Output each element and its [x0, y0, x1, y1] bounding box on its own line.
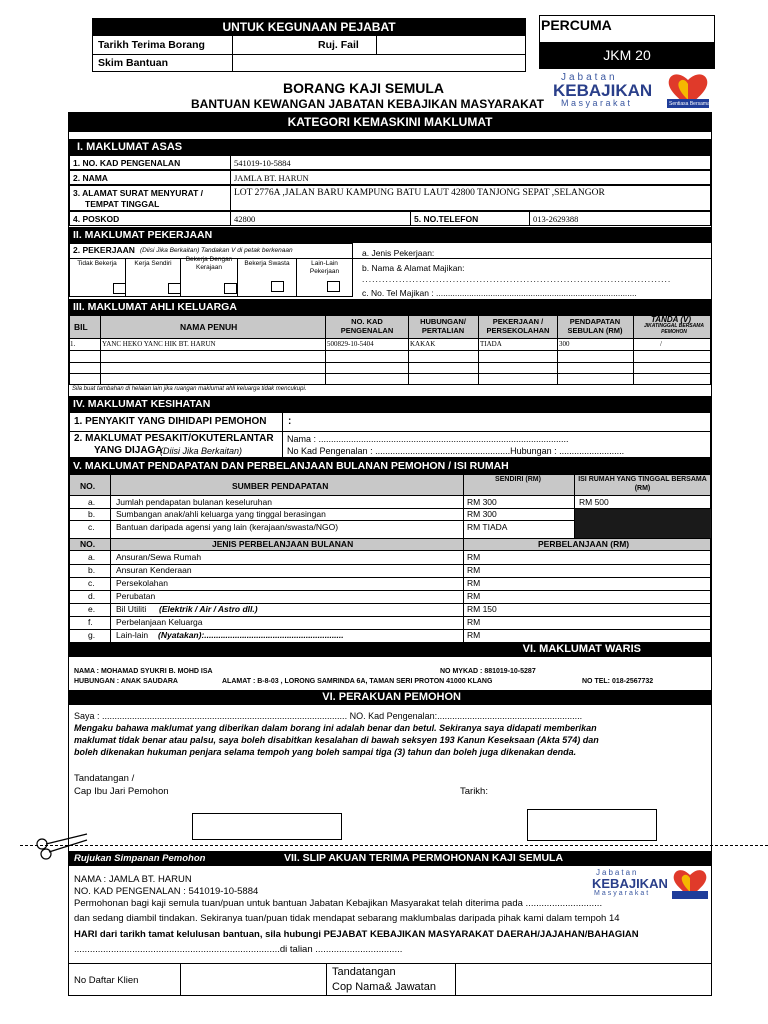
col-mark-note: JIKATINGGAL BERSAMA PEMOHON: [643, 323, 705, 335]
income-row-desc: Jumlah pendapatan bulanan keseluruhan: [116, 497, 272, 507]
slip-name: NAMA : JAMLA BT. HARUN: [74, 874, 192, 885]
occupation-hint: (Diisi Jika Berkaitan) Tandakan V di petak berkenaan: [140, 247, 293, 254]
section-7-heading: VI. PERAKUAN PEMOHON: [69, 690, 711, 705]
patient-ic-field[interactable]: No Kad Pengenalan : ......................................................Hubungan : ..........................: [287, 446, 625, 456]
postcode-field[interactable]: 42800: [230, 211, 411, 226]
address-field[interactable]: LOT 2776A ,JALAN BARU KAMPUNG BATU LAUT 42800 TANJONG SEPAT ,SELANGOR: [230, 185, 711, 211]
expense-row-desc: Persekolahan: [116, 578, 168, 588]
stamp-label-2: Cop Nama& Jawatan: [332, 981, 436, 993]
expense-row-desc: Ansuran/Sewa Rumah: [116, 552, 202, 562]
phone-field[interactable]: 013-2629388: [529, 211, 711, 226]
client-no-label: No Daftar Klien: [74, 975, 139, 986]
name-label: 2. NAMA: [69, 170, 231, 185]
employer-tel-label: c. No. Tel Majikan : .....................................................................................: [362, 288, 637, 298]
income-row-no: c.: [88, 522, 95, 532]
expense-row-amount[interactable]: RM: [467, 552, 481, 562]
slip-para-2: dan sedang diambil tindakan. Sekiranya tuan/puan tidak mendapat sebarang maklumbalas daripada pihak kami dalam tempoh 14: [74, 913, 620, 924]
office-use-title: UNTUK KEGUNAAN PEJABAT: [93, 19, 525, 36]
expense-row-desc: Ansuran Kenderaan: [116, 565, 192, 575]
family-row-income[interactable]: 300: [559, 340, 570, 348]
col-ic: NO. KAD PENGENALAN: [340, 317, 394, 335]
checkbox-other[interactable]: [327, 281, 340, 292]
patient-name-field[interactable]: Nama : ....................................................................................................: [287, 434, 569, 444]
phone-label: 5. NO.TELEFON: [410, 211, 530, 226]
illness-label: 1. PENYAKIT YANG DIHIDAPI PEMOHON: [74, 416, 267, 427]
opt-government: Bekerja Dengan Kerajaan: [185, 256, 233, 271]
heir-phone: NO TEL: 018-2567732: [582, 678, 654, 685]
family-row-mark[interactable]: /: [660, 340, 662, 348]
expense-row-no: e.: [88, 604, 96, 614]
expense-row-desc: Bil Utiliti: [116, 604, 147, 614]
income-row-house[interactable]: RM 500: [579, 497, 609, 507]
expense-col-no: NO.: [80, 539, 96, 549]
income-col-self: SENDIRI (RM): [495, 476, 541, 483]
address-label: 3. ALAMAT SURAT MENYURAT / TEMPAT TINGGAL: [69, 185, 231, 211]
checkbox-government[interactable]: [224, 283, 237, 294]
patient-hint: (Diisi Jika Berkaitan): [160, 446, 243, 456]
section-3-heading: III. MAKLUMAT AHLI KELUARGA: [69, 299, 711, 315]
category-bar: KATEGORI KEMASKINI MAKLUMAT: [69, 113, 711, 132]
expense-row-amount[interactable]: RM: [467, 565, 481, 575]
expense-row-no: b.: [88, 565, 96, 575]
occupation-label: 2. PEKERJAAN: [73, 245, 135, 255]
date-box[interactable]: [527, 809, 657, 841]
section-4-heading: IV. MAKLUMAT KESIHATAN: [69, 396, 711, 412]
col-bil: BIL: [74, 322, 88, 332]
expense-row-amount[interactable]: RM: [467, 617, 481, 627]
expense-row-no: a.: [88, 552, 96, 562]
expense-row-no: c.: [88, 578, 95, 588]
slip-para-1: Permohonan bagi kaji semula tuan/puan untuk bantuan Jabatan Kebajikan Masyarakat telah diterima pada .............................: [74, 898, 603, 909]
expense-row-amount[interactable]: RM 150: [467, 604, 497, 614]
job-type-label: a. Jenis Pekerjaan:: [362, 248, 435, 258]
scheme-label: Skim Bantuan: [98, 57, 169, 69]
opt-self-employed: Kerja Sendiri: [134, 260, 172, 267]
family-row-relation[interactable]: KAKAK: [410, 340, 436, 348]
expense-row-no: f.: [88, 617, 93, 627]
family-row-bil: 1.: [70, 340, 76, 348]
income-row-no: b.: [88, 509, 96, 519]
expense-row-desc: Perubatan: [116, 591, 156, 601]
family-note: Sila buat tambahan di helaian lain jika ruangan maklumat ahli keluarga tidak mencukupi.: [72, 386, 307, 392]
signature-label-2: Cap Ibu Jari Pemohon: [74, 786, 169, 797]
income-house-blocked: [574, 509, 711, 538]
income-row-no: a.: [88, 497, 96, 507]
section-5-heading: V. MAKLUMAT PENDAPATAN DAN PERBELANJAAN BULANAN PEMOHON / ISI RUMAH: [69, 458, 711, 474]
col-mark: TANDA (V): [651, 315, 691, 324]
col-name: NAMA PENUH: [180, 322, 238, 332]
expense-row-amount[interactable]: RM: [467, 591, 481, 601]
jkm-logo: Jabatan KEBAJIKAN Masyarakat Sentiasa Bersama: [553, 72, 710, 108]
expense-row-desc: Perbelanjaan Keluarga: [116, 617, 203, 627]
form-title: BORANG KAJI SEMULA: [283, 80, 445, 96]
heir-mykad: NO MYKAD : 881019-10-5287: [440, 668, 536, 675]
slip-ref: Rujukan Simpanan Pemohon: [74, 853, 206, 864]
expense-row-amount[interactable]: RM: [467, 578, 481, 588]
checkbox-not-working[interactable]: [113, 283, 126, 294]
free-label: PERCUMA: [541, 17, 612, 33]
family-row-name[interactable]: YANC HEKO YANC HIK BT. HARUN: [102, 340, 216, 348]
patient-label: 2. MAKLUMAT PESAKIT/OKUTERLANTAR: [74, 433, 274, 444]
postcode-label: 4. POSKOD: [69, 211, 231, 226]
stamp-label-1: Tandatangan: [332, 966, 396, 978]
opt-other: Lain-Lain Pekerjaan: [309, 260, 340, 275]
slip-para-3: HARI dari tarikh tamat kelulusan bantuan, sila hubungi PEJABAT KEBAJIKAN MASYARAKAT DAERAH/JAJAHAN/BAHAGIAN: [74, 929, 639, 940]
expense-row-desc-extra: (Nyatakan):...........................................................: [158, 630, 344, 640]
signature-label-1: Tandatangan /: [74, 773, 135, 784]
income-col-source: SUMBER PENDAPATAN: [232, 481, 329, 491]
income-row-desc: Bantuan daripada agensi yang lain (kerajaan/swasta/NGO): [116, 522, 339, 532]
expense-row-desc-extra: (Elektrik / Air / Astro dll.): [159, 604, 258, 614]
income-row-self[interactable]: RM 300: [467, 497, 497, 507]
signature-box[interactable]: [192, 813, 342, 840]
declaration-3: boleh dikenakan hukuman penjara selama tempoh yang boleh sampai tiga (3) tahun dan boleh juga dikenakan denda.: [74, 747, 577, 757]
family-row-job[interactable]: TIADA: [480, 340, 502, 348]
employer-dots: ............................................................................................: [362, 274, 672, 284]
col-job: PEKERJAAN / PERSEKOLAHAN: [486, 317, 550, 335]
checkbox-self-employed[interactable]: [168, 283, 181, 294]
form-subtitle: BANTUAN KEWANGAN JABATAN KEBAJIKAN MASYARAKAT: [191, 97, 544, 111]
opt-not-working: Tidak Bekerja: [77, 260, 117, 267]
heart-logo-small-icon: [670, 866, 710, 900]
income-row-desc: Sumbangan anak/ahli keluarga yang tinggal berasingan: [116, 509, 326, 519]
expense-row-line: [69, 590, 711, 591]
section-2-heading: II. MAKLUMAT PEKERJAAN: [69, 227, 711, 243]
illness-colon[interactable]: :: [288, 416, 292, 427]
employer-label: b. Nama & Alamat Majikan:: [362, 263, 465, 273]
cut-line: [20, 845, 768, 846]
date-label: Tarikh:: [460, 786, 488, 797]
ic-field[interactable]: 541019-10-5884: [230, 155, 711, 170]
name-field[interactable]: JAMLA BT. HARUN: [230, 170, 711, 185]
slip-ic: NO. KAD PENGENALAN : 541019-10-5884: [74, 886, 259, 897]
date-received-label: Tarikh Terima Borang: [98, 39, 205, 51]
heir-address: ALAMAT : B-8-03 , LORONG SAMRINDA 6A, TAMAN SERI PROTON 41000 KLANG: [222, 678, 493, 685]
family-row-ic[interactable]: 500829-10-5404: [327, 340, 374, 348]
expense-row-amount[interactable]: RM: [467, 630, 481, 640]
income-col-house: ISI RUMAH YANG TINGGAL BERSAMA (RM): [578, 476, 707, 492]
col-relation: HUBUNGAN/ PERTALIAN: [420, 317, 466, 335]
expense-col-type: JENIS PERBELANJAAN BULANAN: [212, 539, 354, 549]
checkbox-private[interactable]: [271, 281, 284, 292]
heir-relation: HUBUNGAN : ANAK SAUDARA: [74, 678, 178, 685]
slip-para-4[interactable]: ..............................................................................di talian .................................: [74, 944, 403, 955]
form-code: JKM 20: [540, 42, 714, 68]
heir-name: NAMA : MOHAMAD SYUKRI B. MOHD ISA: [74, 668, 213, 675]
slip-heading: VII. SLIP AKUAN TERIMA PERMOHONAN KAJI SEMULA: [284, 852, 564, 864]
declarant-line[interactable]: Saya : .................................................................................................. NO. Kad Pengenalan:..........................................................: [74, 711, 583, 721]
jkm-logo-small: Jabatan KEBAJIKAN Masyarakat: [588, 866, 712, 902]
declaration-2: maklumat tidak benar atau palsu, saya boleh disabitkan kesalahan di bawah seksyen 193 Kanun Keseksaan (Akta 574) dan: [74, 735, 599, 745]
income-col-no: NO.: [80, 481, 96, 491]
income-row-self[interactable]: RM TIADA: [467, 522, 508, 532]
patient-label-2: YANG DIJAGA: [94, 445, 163, 456]
income-row-self[interactable]: RM 300: [467, 509, 497, 519]
declaration-1: Mengaku bahawa maklumat yang diberikan dalam borang ini adalah benar dan betul. Sekiranya saya didapati memberikan: [74, 723, 597, 733]
section-6-heading: VI. MAKLUMAT WARIS: [69, 642, 711, 657]
expense-row-no: g.: [88, 630, 96, 640]
expense-col-amount: PERBELANJAAN (RM): [538, 539, 630, 549]
section-1-heading: I. MAKLUMAT ASAS: [69, 139, 711, 155]
expense-row-no: d.: [88, 591, 96, 601]
opt-private: Bekerja Swasta: [244, 260, 290, 267]
ic-label: 1. NO. KAD PENGENALAN: [69, 155, 231, 170]
file-ref-label: Ruj. Fail: [318, 39, 359, 51]
col-income: PENDAPATAN SEBULAN (RM): [567, 317, 623, 335]
expense-row-desc: Lain-lain: [116, 630, 149, 640]
